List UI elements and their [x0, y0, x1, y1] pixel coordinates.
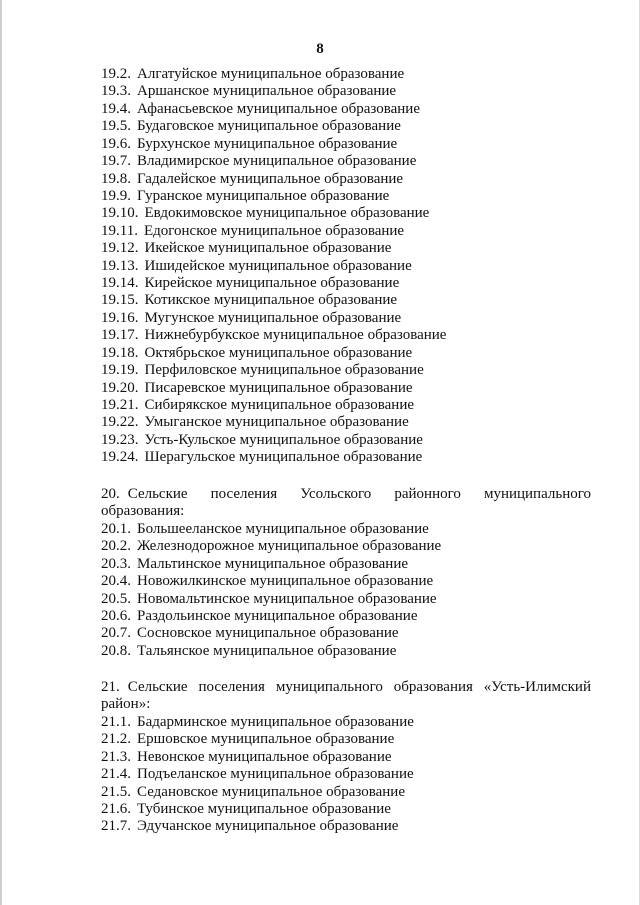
item-number: 19.11. — [101, 222, 138, 239]
section-heading-text: Сельские поселения муниципального образования «Усть-Илимский район»: — [101, 679, 591, 713]
item-number: 19.24. — [101, 449, 139, 466]
item-text: Новомальтинское муниципальное образование — [137, 590, 437, 607]
item-number: 19.14. — [101, 275, 139, 292]
item-number: 19.19. — [101, 362, 139, 379]
list-item — [101, 556, 591, 573]
section-19-list — [101, 66, 591, 467]
item-number: 19.10. — [101, 205, 139, 222]
item-number: 19.3. — [101, 83, 131, 100]
section-heading-text: Сельские поселения Усольского районного муниципального образования: — [101, 486, 591, 520]
list-item — [101, 153, 591, 170]
item-text: Котикское муниципальное образование — [144, 292, 398, 309]
item-text: Октябрьское муниципальное образование — [144, 344, 413, 361]
list-item — [101, 223, 591, 240]
item-number: 19.23. — [101, 431, 139, 448]
section-20-list — [101, 521, 591, 660]
list-item — [101, 258, 591, 275]
item-number: 19.8. — [101, 170, 131, 187]
item-text: Аршанское муниципальное образование — [137, 83, 397, 100]
item-number: 19.22. — [101, 414, 139, 431]
list-item — [101, 818, 591, 835]
list-item — [101, 749, 591, 766]
item-number: 19.17. — [101, 327, 139, 344]
item-number: 19.20. — [101, 379, 139, 396]
section-21-list — [101, 714, 591, 836]
item-number: 20.2. — [101, 538, 131, 555]
item-number: 20.4. — [101, 573, 131, 590]
item-text: Мальтинское муниципальное образование — [137, 555, 409, 572]
item-number: 19.16. — [101, 309, 139, 326]
item-text: Алгатуйское муниципальное образование — [137, 66, 405, 82]
list-item — [101, 240, 591, 257]
section-20-heading — [101, 486, 591, 521]
item-number: 19.15. — [101, 292, 139, 309]
item-text: Умыганское муниципальное образование — [144, 414, 409, 431]
item-text: Бадарминское муниципальное образование — [137, 713, 414, 730]
item-text: Эдучанское муниципальное образование — [137, 818, 399, 835]
list-item — [101, 292, 591, 309]
item-number: 20.1. — [101, 520, 131, 537]
list-item — [101, 205, 591, 222]
list-item — [101, 573, 591, 590]
list-item — [101, 380, 591, 397]
section-20 — [101, 486, 591, 660]
list-item — [101, 362, 591, 379]
list-item — [101, 345, 591, 362]
item-number: 19.9. — [101, 187, 131, 204]
item-number: 19.13. — [101, 257, 139, 274]
list-item — [101, 136, 591, 153]
item-number: 20.6. — [101, 607, 131, 624]
list-item — [101, 171, 591, 188]
item-number: 19.18. — [101, 344, 139, 361]
page-number: 8 — [316, 41, 324, 57]
item-text: Большееланское муниципальное образование — [137, 520, 429, 537]
list-item — [101, 101, 591, 118]
list-item — [101, 432, 591, 449]
scan-edge-left — [0, 0, 2, 905]
item-text: Бурхунское муниципальное образование — [137, 135, 398, 152]
list-item — [101, 784, 591, 801]
item-number: 21.7. — [101, 818, 131, 835]
item-text: Мугунское муниципальное образование — [144, 309, 402, 326]
item-text: Сосновское муниципальное образование — [137, 625, 399, 642]
item-text: Едогонское муниципальное образование — [143, 222, 405, 239]
item-text: Подъеланское муниципальное образование — [137, 766, 414, 783]
section-number: 21. — [101, 679, 120, 695]
list-item — [101, 538, 591, 555]
item-text: Тубинское муниципальное образование — [137, 800, 391, 817]
list-item — [101, 766, 591, 783]
item-number: 19.6. — [101, 135, 131, 152]
list-item — [101, 188, 591, 205]
list-item — [101, 625, 591, 642]
item-text: Будаговское муниципальное образование — [137, 118, 401, 135]
item-text: Перфиловское муниципальное образование — [144, 362, 424, 379]
item-text: Сибирякское муниципальное образование — [144, 397, 415, 414]
item-text: Шерагульское муниципальное образование — [144, 449, 423, 466]
list-item — [101, 310, 591, 327]
item-text: Писаревское муниципальное образование — [144, 379, 413, 396]
list-item — [101, 643, 591, 660]
item-text: Ишидейское муниципальное образование — [144, 257, 412, 274]
item-number: 20.5. — [101, 590, 131, 607]
item-text: Седановское муниципальное образование — [137, 783, 405, 800]
list-item — [101, 714, 591, 731]
list-item — [101, 327, 591, 344]
item-text: Икейское муниципальное образование — [144, 240, 392, 257]
item-number: 21.3. — [101, 748, 131, 765]
item-text: Евдокимовское муниципальное образование — [144, 205, 430, 222]
item-number: 20.7. — [101, 625, 131, 642]
item-number: 21.2. — [101, 731, 131, 748]
item-number: 19.2. — [101, 66, 131, 82]
item-text: Владимирское муниципальное образование — [137, 153, 417, 170]
section-21 — [101, 679, 591, 836]
list-item — [101, 521, 591, 538]
item-text: Нижнебурбукское муниципальное образование — [144, 327, 447, 344]
list-item — [101, 449, 591, 466]
section-21-heading — [101, 679, 591, 714]
item-text: Усть-Кульское муниципальное образование — [144, 431, 423, 448]
item-number: 21.5. — [101, 783, 131, 800]
list-item — [101, 66, 591, 83]
list-item — [101, 83, 591, 100]
item-number: 21.6. — [101, 800, 131, 817]
item-text: Невонское муниципальное образование — [137, 748, 392, 765]
list-item — [101, 414, 591, 431]
item-text: Новожилкинское муниципальное образование — [137, 573, 434, 590]
list-item — [101, 275, 591, 292]
item-text: Гуранское муниципальное образование — [137, 187, 390, 204]
item-text: Кирейское муниципальное образование — [144, 275, 400, 292]
item-number: 19.4. — [101, 100, 131, 117]
item-text: Железнодорожное муниципальное образование — [137, 538, 442, 555]
list-item — [101, 801, 591, 818]
item-number: 19.12. — [101, 240, 139, 257]
item-text: Раздольинское муниципальное образование — [137, 607, 418, 624]
list-item — [101, 731, 591, 748]
item-text: Гадалейское муниципальное образование — [137, 170, 404, 187]
list-item — [101, 591, 591, 608]
item-text: Тальянское муниципальное образование — [137, 642, 397, 659]
item-text: Афанасьевское муниципальное образование — [137, 100, 420, 117]
item-number: 19.7. — [101, 153, 131, 170]
item-number: 21.4. — [101, 766, 131, 783]
list-item — [101, 608, 591, 625]
list-item — [101, 118, 591, 135]
item-number: 20.8. — [101, 642, 131, 659]
item-number: 20.3. — [101, 555, 131, 572]
item-number: 19.21. — [101, 397, 139, 414]
item-number: 21.1. — [101, 713, 131, 730]
item-text: Ершовское муниципальное образование — [137, 731, 395, 748]
item-number: 19.5. — [101, 118, 131, 135]
section-number: 20. — [101, 486, 120, 502]
list-item — [101, 397, 591, 414]
